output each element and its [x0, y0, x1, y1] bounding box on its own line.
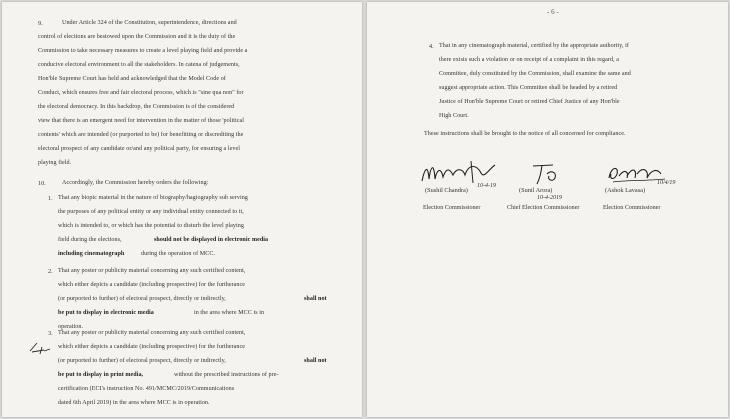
para9-line: Hon'ble Supreme Court has held and acknowledged that the Model Code of [38, 76, 226, 82]
item4-line: Committee, duly constituted by the Commission, shall examine the same and [439, 71, 631, 77]
para9-line: contents' which are intended (or purported to be) for benefitting or discrediting the [38, 132, 244, 138]
item-3-number: 3. [48, 330, 53, 337]
paragraph-10-number: 10. [38, 180, 46, 187]
item2-bold-text: shall not [304, 296, 327, 302]
item1-bold-text: should not be displayed in electronic media [154, 237, 269, 243]
item4-line: there exists such a violation or on receipt of a complaint in this regard, a [439, 57, 619, 63]
item4-line: High Court. [439, 113, 469, 119]
item1-line: the purposes of any political entity or any individual entity connected to it, [58, 209, 244, 215]
item2-tail: in the area where MCC is in [194, 310, 265, 316]
signatory-3-role: Election Commissioner [603, 205, 661, 211]
signatory-3-date: 10/4/19 [657, 180, 676, 186]
item-1-number: 1. [48, 195, 53, 202]
item4-line: suggest appropriate action. This Committee shall be headed by a retired [439, 85, 618, 91]
paragraph-10-intro: Accordingly, the Commission hereby orders the following: [62, 180, 209, 186]
item3-bold-text: shall not [304, 358, 327, 364]
item2-tail: operation. [58, 324, 84, 330]
item3-line: (or purported to further) of electoral prospect, directly or indirectly, [58, 358, 226, 364]
para9-line: Under Article 324 of the Constitution, superintendence, directions and [62, 20, 237, 26]
signatory-2-role: Chief Election Commissioner [507, 205, 580, 211]
signatory-1-name: (Sushil Chandra) [425, 187, 468, 194]
item3-line: dated 6th April 2019) in the area where MCC is in operation. [58, 400, 210, 406]
signatory-2-date: 10-4-2019 [537, 195, 562, 201]
document-page-left [2, 2, 362, 417]
signature-sunil-arora-icon [527, 160, 577, 190]
item2-line: (or purported to further) of electoral prospect, directly or indirectly, [58, 296, 226, 302]
para9-line: Conduct, which ensures free and fair electoral process, which is "sine qua non" for [38, 90, 244, 96]
para9-line: electoral prospect of any candidate or/and any political party, for ensuring a level [38, 146, 240, 152]
item1-line: which is intended to, or which has the potential to disturb the level playing [58, 223, 244, 229]
signatory-2-name: (Sunil Arora) [519, 187, 553, 194]
item1-bold-text: including cinematograph [58, 251, 125, 257]
item2-line: That any poster or publicity material concerning any such certified content, [58, 268, 246, 274]
signatory-1-role: Election Commissioner [423, 205, 481, 211]
para9-line: the electoral democracy. In this backdrop, the Commission is of the considered [38, 104, 235, 110]
para9-line: view that there is an emergent need for intervention in the matter of those 'political [38, 118, 244, 124]
document-page-right [367, 2, 728, 417]
item2-line: which either depicts a candidate (including prospective) for the furtherance [58, 282, 246, 288]
item3-line: which either depicts a candidate (including prospective) for the furtherance [58, 344, 246, 350]
signatory-3-name: (Ashok Lavasa) [605, 187, 646, 194]
item1-line: That any biopic material in the nature of biography/hagiography sub serving [58, 195, 248, 201]
item3-line: That any poster or publicity material concerning any such certified content, [58, 330, 246, 336]
paragraph-9-number: 9. [38, 20, 43, 27]
item1-line: field during the elections, [58, 237, 122, 243]
item4-line: Justice of Hon'ble Supreme Court or retired Chief Justice of any Hon'ble [439, 99, 620, 105]
closing-statement: These instructions shall be brought to the notice of all concerned for compliance. [424, 131, 626, 137]
page-number: - 6 - [547, 8, 559, 16]
item1-tail: during the operation of MCC. [141, 251, 216, 257]
handwritten-margin-mark-icon [28, 337, 54, 359]
item-2-number: 2. [48, 268, 53, 275]
item2-bold-text: be put to display in electronic media [58, 310, 154, 316]
para9-line: conducive electoral environment to all the stakeholders. In catena of judgements, [38, 62, 240, 68]
para9-line: playing field. [38, 160, 72, 166]
item4-line: That in any cinematograph material, certified by the appropriate authority, if [439, 43, 629, 49]
item3-line: certification (ECI's instruction No. 491/MCMC/2019/Communications [58, 386, 235, 392]
para9-line: control of elections are bestowed upon the Commission and it is the duty of the [38, 34, 236, 40]
item-4-number: 4. [429, 43, 434, 50]
item3-line: without the prescribed instructions of pre- [174, 372, 279, 378]
item3-bold-text: be put to display in print media, [58, 372, 144, 378]
signatory-1-date: 10-4-19 [477, 183, 496, 189]
para9-line: Commission to take necessary measures to create a level playing field and provide a [38, 48, 248, 54]
